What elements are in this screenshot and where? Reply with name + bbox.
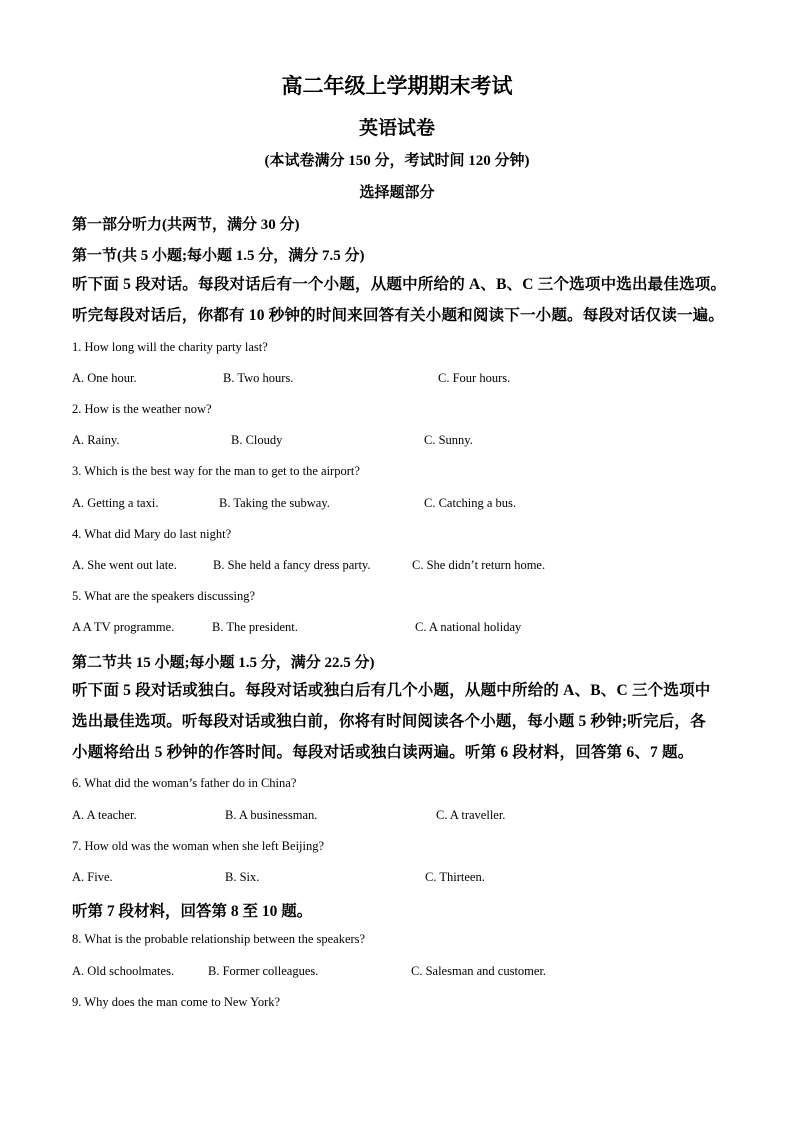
question-6-option-c: C. A traveller.: [436, 808, 506, 822]
section2-instructions: [72, 675, 724, 768]
question-6-option-a: A. A teacher.: [72, 808, 137, 822]
section1-instructions: [72, 269, 727, 331]
question-7: 7. How old was the woman when she left Beijing?: [72, 839, 325, 853]
section2-heading: 第二节共 15 小题;每小题 1.5 分，满分 22.5 分): [72, 655, 375, 671]
exam-title: 高二年级上学期期末考试: [281, 74, 513, 98]
question-4-option-c: C. She didn’t return home.: [412, 558, 546, 572]
question-3-option-a: A. Getting a taxi.: [72, 496, 159, 510]
exam-subject: 英语试卷: [358, 118, 435, 139]
question-5-option-a: A A TV programme.: [72, 620, 175, 634]
question-2: 2. How is the weather now?: [72, 402, 212, 416]
question-8-option-c: C. Salesman and customer.: [411, 964, 547, 978]
question-5: 5. What are the speakers discussing?: [72, 589, 256, 603]
question-7-option-a: A. Five.: [72, 870, 113, 884]
instruction-line: 小题将给出 5 秒钟的作答时间。每段对话或独白读两遍。听第 6 段材料，回答第 6、7 题。: [72, 744, 694, 761]
instruction-line: 听完每段对话后，你都有 10 秒钟的时间来回答有关小题和阅读下一小题。每段对话仅读一遍。: [72, 307, 725, 324]
question-2-option-c: C. Sunny.: [424, 433, 473, 447]
question-6-option-b: B. A businessman.: [225, 808, 318, 822]
instruction-line: 听下面 5 段对话或独白。每段对话或独白后有几个小题，从题中所给的 A、B、C 三个选项中: [72, 682, 711, 699]
question-1-option-c: C. Four hours.: [438, 371, 511, 385]
question-2-option-a: A. Rainy.: [72, 433, 120, 447]
question-8-option-a: A. Old schoolmates.: [72, 964, 175, 978]
instruction-line: 听下面 5 段对话。每段对话后有一个小题，从题中所给的 A、B、C 三个选项中选出最佳选项。: [72, 276, 727, 293]
question-4-option-a: A. She went out late.: [72, 558, 177, 572]
question-5-option-b: B. The president.: [212, 620, 298, 634]
section1-heading: 第一节(共 5 小题;每小题 1.5 分，满分 7.5 分): [72, 248, 365, 264]
question-2-option-b: B. Cloudy: [231, 433, 283, 447]
part-label: 选择题部分: [359, 185, 435, 201]
question-8: 8. What is the probable relationship between the speakers?: [72, 932, 366, 946]
question-3-option-b: B. Taking the subway.: [219, 496, 330, 510]
part1-heading: 第一部分听力(共两节，满分 30 分): [72, 217, 300, 233]
question-9: 9. Why does the man come to New York?: [72, 995, 281, 1009]
question-1: 1. How long will the charity party last?: [72, 340, 268, 354]
question-1-option-a: A. One hour.: [72, 371, 137, 385]
material-7-heading: 听第 7 段材料，回答第 8 至 10 题。: [72, 903, 313, 920]
instruction-line: 选出最佳选项。听每段对话或独白前，你将有时间阅读各个小题，每小题 5 秒钟;听完后，各: [72, 713, 706, 730]
question-3: 3. Which is the best way for the man to get to the airport?: [72, 464, 360, 478]
exam-note: (本试卷满分 150 分，考试时间 120 分钟): [264, 153, 530, 169]
question-4-option-b: B. She held a fancy dress party.: [213, 558, 371, 572]
question-7-option-b: B. Six.: [225, 870, 260, 884]
question-7-option-c: C. Thirteen.: [425, 870, 485, 884]
question-6: 6. What did the woman’s father do in China?: [72, 776, 297, 790]
question-1-option-b: B. Two hours.: [223, 371, 294, 385]
question-4: 4. What did Mary do last night?: [72, 527, 232, 541]
question-5-option-c: C. A national holiday: [415, 620, 522, 634]
question-8-option-b: B. Former colleagues.: [208, 964, 319, 978]
question-3-option-c: C. Catching a bus.: [424, 496, 517, 510]
